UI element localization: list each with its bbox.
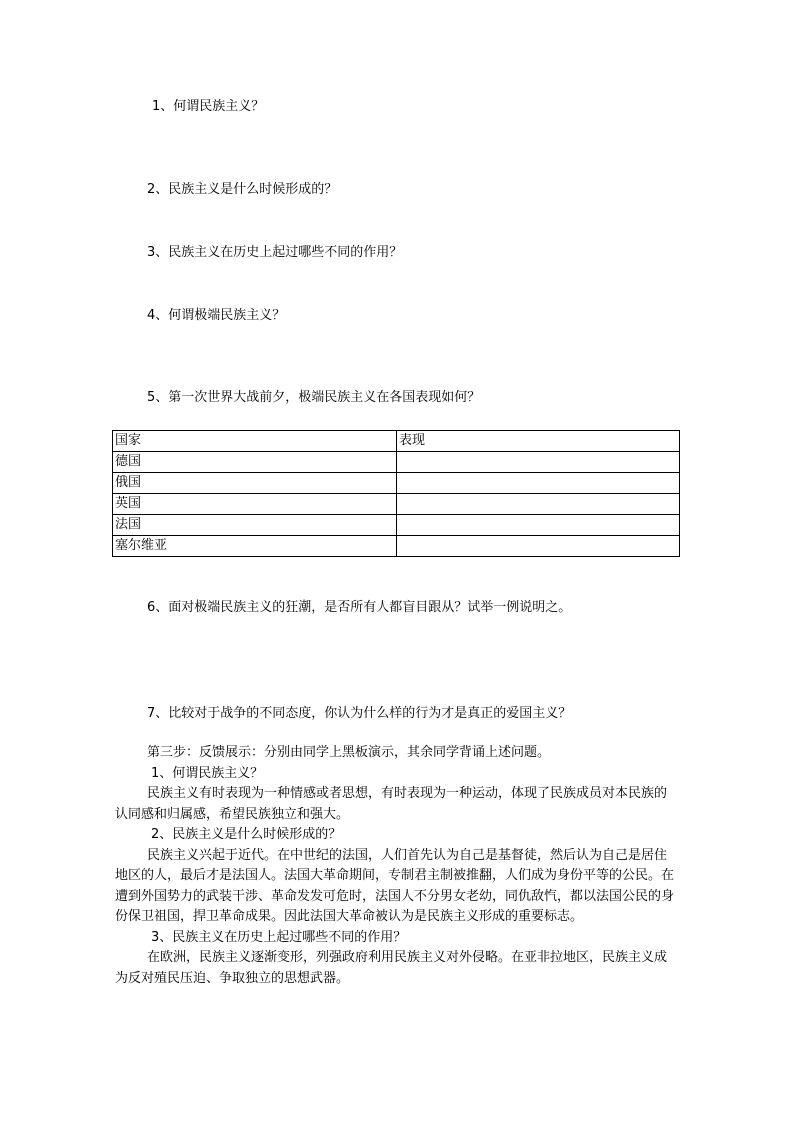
step-three-heading: 第三步：反馈展示：分别由同学上黑板演示，其余同学背诵上述问题。 xyxy=(147,745,551,760)
table-header-row xyxy=(113,431,680,452)
table-row xyxy=(113,515,680,536)
answer-text-1-content: 民族主义有时表现为一种情感或者思想，有时表现为一种运动，体现了民族成员对本民族的认同感和归属感，希望民族独立和强大。 xyxy=(115,786,668,822)
question-4: 4、何谓极端民族主义？ xyxy=(147,308,286,323)
answer-text-2 xyxy=(115,846,677,928)
table-row xyxy=(113,452,680,473)
table-cell-performance xyxy=(397,452,680,473)
answer-text-3 xyxy=(115,948,677,989)
table-cell-performance xyxy=(397,536,680,557)
question-6: 6、面对极端民族主义的狂潮，是否所有人都盲目跟从？试举一例说明之。 xyxy=(147,600,572,615)
answer-question-3: 3、民族主义在历史上起过哪些不同的作用？ xyxy=(151,929,407,945)
table-cell-country: 法国 xyxy=(113,515,397,536)
question-3: 3、民族主义在历史上起过哪些不同的作用？ xyxy=(147,245,403,260)
question-5: 5、第一次世界大战前夕，极端民族主义在各国表现如何？ xyxy=(147,390,481,405)
country-performance-table xyxy=(112,430,680,557)
table-cell-country: 俄国 xyxy=(113,473,397,494)
answer-text-1 xyxy=(115,784,677,825)
table-header-cell: 表现 xyxy=(397,431,680,452)
question-7: 7、比较对于战争的不同态度，你认为什么样的行为才是真正的爱国主义？ xyxy=(147,706,572,721)
table-row xyxy=(113,473,680,494)
table-row xyxy=(113,494,680,515)
answer-question-1: 1、何谓民族主义？ xyxy=(151,765,264,781)
table-cell-performance xyxy=(397,473,680,494)
question-1: 1、何谓民族主义？ xyxy=(152,99,265,114)
table-cell-performance xyxy=(397,494,680,515)
table-cell-country: 德国 xyxy=(113,452,397,473)
table-cell-country: 英国 xyxy=(113,494,397,515)
answer-question-2: 2、民族主义是什么时候形成的？ xyxy=(151,827,342,842)
question-2: 2、民族主义是什么时候形成的？ xyxy=(147,182,338,197)
answer-text-2-content: 民族主义兴起于近代。在中世纪的法国，人们首先认为自己是基督徒，然后认为自己是居住地区的人，最后才是法国人。法国大革命期间，专制君主制被推翻，人们成为身份平等的公民。在遭到外国势力的武装干涉、革命发发可危时，法国人不分男女老幼，同仇敌忾，都以法国公民的身份保卫祖国，捍卫革命成果。因此法国大革命被认为是民族主义形成的重要标志。 xyxy=(115,847,675,924)
table-header-cell: 国家 xyxy=(113,431,397,452)
table-cell-country: 塞尔维亚 xyxy=(113,536,397,557)
table-row xyxy=(113,536,680,557)
table-cell-performance xyxy=(397,515,680,536)
answers-section xyxy=(115,743,677,989)
answer-text-3-content: 在欧洲，民族主义逐渐变形，列强政府利用民族主义对外侵略。在亚非拉地区，民族主义成为反对殖民压迫、争取独立的思想武器。 xyxy=(115,950,668,986)
